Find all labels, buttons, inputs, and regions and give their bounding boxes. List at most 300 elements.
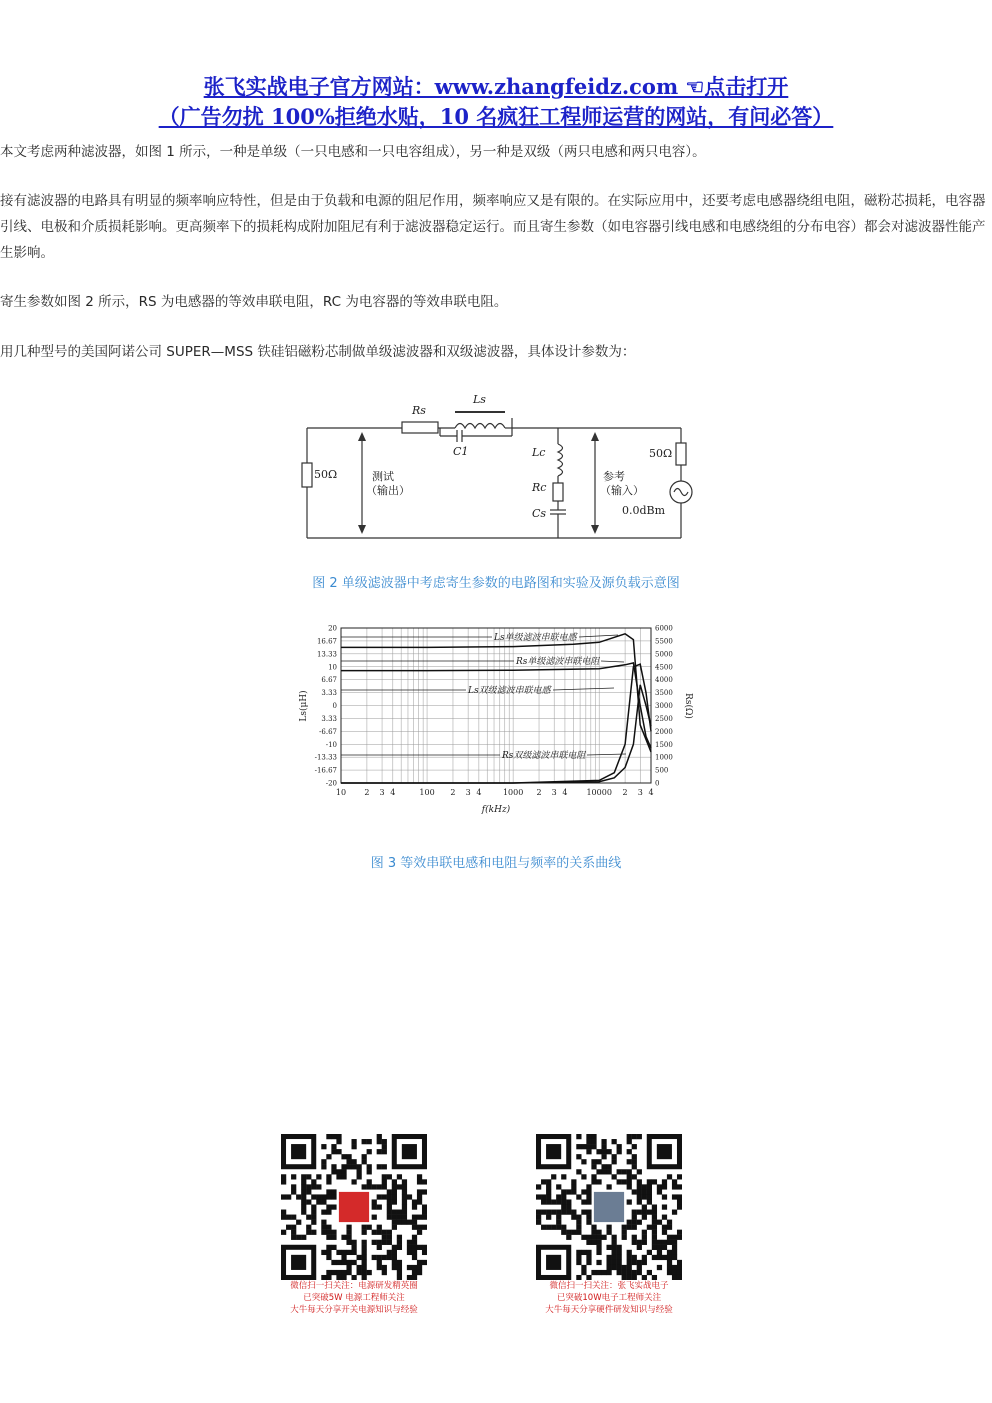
qr-module <box>417 1194 422 1199</box>
qr-module <box>316 1184 321 1189</box>
qr-module <box>351 1144 356 1149</box>
qr-module <box>306 1184 311 1189</box>
qr-module <box>286 1194 291 1199</box>
qr-module <box>606 1149 611 1154</box>
qr-module <box>321 1164 326 1169</box>
qr-module <box>606 1245 611 1250</box>
y-tick-label-left: 13.33 <box>316 650 337 659</box>
qr-module <box>301 1189 306 1194</box>
qr-module <box>596 1260 601 1265</box>
qr-module <box>622 1235 627 1240</box>
qr-module <box>362 1260 367 1265</box>
qr-module <box>591 1134 596 1139</box>
qr-module <box>627 1139 632 1144</box>
qr-module <box>561 1210 566 1215</box>
qr-module <box>402 1215 407 1220</box>
qr-module <box>336 1149 341 1154</box>
qr-module <box>387 1235 392 1240</box>
qr-module <box>321 1210 326 1215</box>
qr-module <box>412 1204 417 1209</box>
qr-module <box>642 1260 647 1265</box>
qr-module <box>617 1250 622 1255</box>
qr-module <box>417 1265 422 1270</box>
y-tick-label-left: 16.67 <box>316 637 337 646</box>
qr-module <box>362 1270 367 1275</box>
qr-module <box>397 1260 402 1265</box>
qr-module <box>596 1179 601 1184</box>
label-rs: Rs <box>412 404 426 417</box>
qr-module <box>576 1255 581 1260</box>
label-source: 0.0dBm <box>622 504 666 517</box>
x-tick-label: 2 <box>450 788 456 797</box>
qr-module <box>301 1179 306 1184</box>
qr-finder-core <box>546 1144 561 1159</box>
qr-module <box>346 1235 351 1240</box>
qr-module <box>586 1250 591 1255</box>
qr-module <box>637 1134 642 1139</box>
qr-module <box>367 1149 372 1154</box>
qr-module <box>412 1265 417 1270</box>
y-tick-label-left: -20 <box>325 779 337 788</box>
qr-module <box>601 1154 606 1159</box>
qr-module <box>346 1230 351 1235</box>
qr-module <box>591 1144 596 1149</box>
qr-module <box>377 1230 382 1235</box>
qr-module <box>306 1189 311 1194</box>
qr-module <box>601 1139 606 1144</box>
qr-module <box>606 1169 611 1174</box>
qr-module <box>586 1139 591 1144</box>
qr-module <box>392 1179 397 1184</box>
qr-module <box>632 1220 637 1225</box>
qr-module <box>642 1215 647 1220</box>
site-header <box>0 72 992 132</box>
qr-module <box>341 1250 346 1255</box>
annotation-arrow <box>579 635 618 637</box>
qr-module <box>311 1194 316 1199</box>
qr-module <box>402 1220 407 1225</box>
qr-module <box>382 1179 387 1184</box>
qr-module <box>291 1189 296 1194</box>
qr-module <box>591 1270 596 1275</box>
qr-module <box>387 1194 392 1199</box>
qr-module <box>596 1169 601 1174</box>
site-notice-link[interactable]: （广告勿扰 100%拒绝水贴，10 名疯狂工程师运营的网站，有问必答） <box>158 104 834 129</box>
qr-module <box>652 1245 657 1250</box>
qr-module <box>357 1164 362 1169</box>
qr-module <box>326 1134 331 1139</box>
qr-module <box>412 1225 417 1230</box>
qr-module <box>667 1174 672 1179</box>
qr-module <box>627 1270 632 1275</box>
qr-module <box>387 1230 392 1235</box>
qr-module <box>536 1184 541 1189</box>
qr-module <box>377 1149 382 1154</box>
qr-module <box>561 1225 566 1230</box>
qr-module <box>591 1159 596 1164</box>
qr-module <box>672 1179 677 1184</box>
qr-module <box>417 1270 422 1275</box>
qr-module <box>571 1179 576 1184</box>
qr-module <box>647 1210 652 1215</box>
qr-module <box>392 1245 397 1250</box>
qr-module <box>382 1144 387 1149</box>
qr-module <box>326 1189 331 1194</box>
qr-module <box>341 1270 346 1275</box>
qr-module <box>672 1210 677 1215</box>
qr-module <box>407 1220 412 1225</box>
qr-left-block <box>279 1134 429 1316</box>
qr-module <box>576 1250 581 1255</box>
qr-finder-core <box>657 1144 672 1159</box>
qr-module <box>311 1184 316 1189</box>
qr-module <box>657 1220 662 1225</box>
qr-module <box>677 1260 682 1265</box>
y-tick-label-right: 0 <box>655 779 660 788</box>
qr-module <box>612 1260 617 1265</box>
qr-module <box>341 1260 346 1265</box>
qr-module <box>397 1240 402 1245</box>
qr-module <box>382 1240 387 1245</box>
series-annotation: Ls单级滤波串联电感 <box>494 633 577 643</box>
qr-module <box>637 1210 642 1215</box>
qr-module <box>367 1184 372 1189</box>
qr-module <box>632 1255 637 1260</box>
qr-module <box>331 1134 336 1139</box>
qr-module <box>372 1255 377 1260</box>
qr-module <box>672 1270 677 1275</box>
qr-module <box>556 1184 561 1189</box>
qr-module <box>546 1225 551 1230</box>
qr-module <box>642 1189 647 1194</box>
qr-module <box>392 1215 397 1220</box>
qr-module <box>367 1164 372 1169</box>
qr-module <box>397 1245 402 1250</box>
qr-module <box>672 1194 677 1199</box>
qr-module <box>541 1210 546 1215</box>
qr-module <box>316 1199 321 1204</box>
qr-module <box>576 1134 581 1139</box>
qr-module <box>647 1189 652 1194</box>
qr-module <box>311 1179 316 1184</box>
qr-module <box>637 1169 642 1174</box>
qr-module <box>596 1235 601 1240</box>
qr-module <box>397 1174 402 1179</box>
qr-module <box>642 1230 647 1235</box>
annotation-arrow <box>587 754 626 755</box>
qr-module <box>606 1265 611 1270</box>
qr-module <box>397 1265 402 1270</box>
qr-module <box>561 1204 566 1209</box>
qr-module <box>551 1225 556 1230</box>
qr-module <box>622 1225 627 1230</box>
y-tick-label-right: 2000 <box>655 727 673 736</box>
x-tick-label: 2 <box>364 788 370 797</box>
qr-module <box>326 1225 331 1230</box>
qr-module <box>591 1179 596 1184</box>
qr-module <box>387 1250 392 1255</box>
qr-center-logo <box>339 1192 369 1222</box>
y-tick-label-right: 1000 <box>655 753 673 762</box>
qr-module <box>672 1235 677 1240</box>
qr-code-left <box>281 1134 427 1280</box>
qr-module <box>321 1220 326 1225</box>
qr-module <box>377 1240 382 1245</box>
qr-module <box>662 1179 667 1184</box>
qr-module <box>596 1230 601 1235</box>
qr-module <box>336 1169 341 1174</box>
qr-module <box>576 1144 581 1149</box>
qr-finder-core <box>291 1144 306 1159</box>
qr-module <box>627 1184 632 1189</box>
qr-module <box>677 1204 682 1209</box>
qr-module <box>566 1210 571 1215</box>
qr-module <box>612 1174 617 1179</box>
qr-module <box>407 1250 412 1255</box>
qr-module <box>402 1210 407 1215</box>
x-tick-label: 4 <box>390 788 396 797</box>
qr-module <box>541 1179 546 1184</box>
qr-module <box>642 1240 647 1245</box>
qr-module <box>627 1179 632 1184</box>
qr-module <box>331 1204 336 1209</box>
qr-module <box>581 1144 586 1149</box>
qr-right-block <box>534 1134 684 1316</box>
qr-module <box>637 1260 642 1265</box>
qr-module <box>586 1220 591 1225</box>
label-test-sub: （输出） <box>366 484 410 497</box>
qr-module <box>377 1225 382 1230</box>
qr-module <box>417 1260 422 1265</box>
annotation-arrow <box>601 661 624 662</box>
qr-module <box>417 1199 422 1204</box>
qr-module <box>311 1210 316 1215</box>
qr-module <box>392 1189 397 1194</box>
qr-module <box>632 1240 637 1245</box>
qr-module <box>311 1220 316 1225</box>
qr-module <box>677 1275 682 1280</box>
qr-module <box>417 1245 422 1250</box>
qr-module <box>362 1184 367 1189</box>
x-tick-label: 10 <box>335 788 347 797</box>
qr-module <box>642 1210 647 1215</box>
qr-module <box>652 1215 657 1220</box>
qr-module <box>372 1215 377 1220</box>
qr-module <box>301 1194 306 1199</box>
qr-module <box>407 1194 412 1199</box>
qr-module <box>601 1270 606 1275</box>
qr-module <box>382 1174 387 1179</box>
qr-module <box>341 1169 346 1174</box>
qr-module <box>296 1220 301 1225</box>
qr-center-logo <box>594 1192 624 1222</box>
qr-module <box>612 1255 617 1260</box>
qr-module <box>662 1204 667 1209</box>
qr-module <box>367 1169 372 1174</box>
qr-module <box>306 1230 311 1235</box>
y-tick-label-left: -13.33 <box>314 753 337 762</box>
qr-module <box>377 1194 382 1199</box>
qr-module <box>667 1270 672 1275</box>
qr-module <box>336 1139 341 1144</box>
qr-module <box>551 1210 556 1215</box>
y-tick-label-right: 2500 <box>655 714 673 723</box>
qr-module <box>662 1230 667 1235</box>
qr-module <box>637 1179 642 1184</box>
qr-module <box>392 1250 397 1255</box>
qr-module <box>541 1194 546 1199</box>
qr-module <box>561 1194 566 1199</box>
qr-module <box>377 1204 382 1209</box>
qr-module <box>561 1189 566 1194</box>
qr-module <box>336 1134 341 1139</box>
qr-module <box>591 1235 596 1240</box>
qr-module <box>667 1240 672 1245</box>
qr-module <box>672 1265 677 1270</box>
qr-module <box>576 1215 581 1220</box>
qr-module <box>632 1189 637 1194</box>
qr-module <box>367 1179 372 1184</box>
qr-module <box>576 1194 581 1199</box>
qr-module <box>341 1174 346 1179</box>
qr-module <box>627 1265 632 1270</box>
y-tick-label-left: -16.67 <box>314 766 337 775</box>
qr-module <box>672 1250 677 1255</box>
qr-module <box>652 1204 657 1209</box>
qr-module <box>541 1199 546 1204</box>
qr-module <box>601 1235 606 1240</box>
label-ref: 参考 <box>603 470 625 483</box>
qr-module <box>321 1225 326 1230</box>
qr-module <box>546 1194 551 1199</box>
qr-module <box>281 1210 286 1215</box>
qr-module <box>606 1164 611 1169</box>
qr-module <box>571 1215 576 1220</box>
y-tick-label-left: -10 <box>325 740 337 749</box>
qr-module <box>367 1139 372 1144</box>
qr-module <box>387 1189 392 1194</box>
qr-finder-core <box>546 1255 561 1270</box>
qr-module <box>637 1240 642 1245</box>
qr-module <box>581 1159 586 1164</box>
qr-module <box>662 1225 667 1230</box>
qr-module <box>382 1149 387 1154</box>
qr-module <box>336 1174 341 1179</box>
qr-module <box>581 1199 586 1204</box>
qr-module <box>336 1250 341 1255</box>
qr-module <box>341 1235 346 1240</box>
qr-module <box>357 1270 362 1275</box>
qr-module <box>346 1164 351 1169</box>
label-lc: Lc <box>532 446 546 459</box>
qr-module <box>377 1184 382 1189</box>
qr-module <box>306 1225 311 1230</box>
qr-module <box>377 1255 382 1260</box>
qr-module <box>326 1230 331 1235</box>
qr-module <box>581 1250 586 1255</box>
qr-module <box>382 1235 387 1240</box>
qr-module <box>331 1270 336 1275</box>
paragraph-response: 接有滤波器的电路具有明显的频率响应特性，但是由于负载和电源的阻尼作用，频率响应又是有限的。在实际应用中，还要考虑电感器绕组电阻，磁粉芯损耗，电容器引线、电极和介质损耗影响。更高频率下的损耗构成附加阻尼有利于滤波器稳定运行。而且寄生参数（如电容器引线电感和电感绕组的分布电容）都会对滤波器性能产生影响。 <box>0 193 986 261</box>
qr-module <box>566 1189 571 1194</box>
y-tick-label-right: 4000 <box>655 676 673 685</box>
qr-module <box>417 1179 422 1184</box>
qr-module <box>387 1210 392 1215</box>
qr-module <box>576 1154 581 1159</box>
qr-module <box>387 1240 392 1245</box>
qr-module <box>291 1230 296 1235</box>
qr-module <box>321 1250 326 1255</box>
qr-module <box>586 1240 591 1245</box>
qr-module <box>556 1199 561 1204</box>
site-link[interactable]: 张飞实战电子官方网站：www.zhangfeidz.com ☜点击打开 <box>203 74 789 99</box>
qr-module <box>362 1159 367 1164</box>
qr-module <box>672 1245 677 1250</box>
qr-module <box>662 1245 667 1250</box>
qr-module <box>387 1215 392 1220</box>
qr-module <box>331 1144 336 1149</box>
qr-module <box>536 1194 541 1199</box>
qr-module <box>642 1184 647 1189</box>
qr-module <box>606 1255 611 1260</box>
qr-module <box>291 1225 296 1230</box>
qr-module <box>657 1240 662 1245</box>
qr-module <box>281 1179 286 1184</box>
qr-module <box>331 1230 336 1235</box>
qr-module <box>556 1215 561 1220</box>
qr-module <box>346 1250 351 1255</box>
qr-module <box>346 1270 351 1275</box>
circuit-diagram <box>300 388 700 543</box>
qr-module <box>571 1189 576 1194</box>
qr-module <box>412 1255 417 1260</box>
figure3-caption: 图 3 等效串联电感和电阻与频率的关系曲线 <box>370 856 622 871</box>
label-r-right: 50Ω <box>649 447 673 460</box>
qr-module <box>622 1169 627 1174</box>
qr-module <box>551 1174 556 1179</box>
qr-module <box>331 1245 336 1250</box>
y-tick-label-left: 6.67 <box>321 676 337 685</box>
qr-module <box>422 1189 427 1194</box>
qr-code-right <box>536 1134 682 1280</box>
qr-module <box>351 1139 356 1144</box>
x-tick-label: 4 <box>476 788 482 797</box>
x-tick-label: 1000 <box>502 788 524 797</box>
qr-module <box>326 1174 331 1179</box>
qr-module <box>627 1225 632 1230</box>
qr-module <box>657 1250 662 1255</box>
qr-module <box>667 1255 672 1260</box>
x-tick-label: 3 <box>551 788 557 797</box>
qr-module <box>662 1194 667 1199</box>
qr-module <box>402 1179 407 1184</box>
qr-module <box>316 1174 321 1179</box>
qr-module <box>591 1164 596 1169</box>
qr-module <box>417 1230 422 1235</box>
qr-module <box>632 1144 637 1149</box>
qr-module <box>422 1179 427 1184</box>
qr-module <box>291 1184 296 1189</box>
qr-module <box>627 1220 632 1225</box>
y-tick-label-left: 3.33 <box>321 689 337 698</box>
y-tick-label-right: 6000 <box>655 624 673 633</box>
qr-module <box>321 1199 326 1204</box>
qr-module <box>632 1225 637 1230</box>
qr-module <box>382 1255 387 1260</box>
qr-module <box>551 1199 556 1204</box>
qr-module <box>571 1210 576 1215</box>
qr-module <box>617 1169 622 1174</box>
